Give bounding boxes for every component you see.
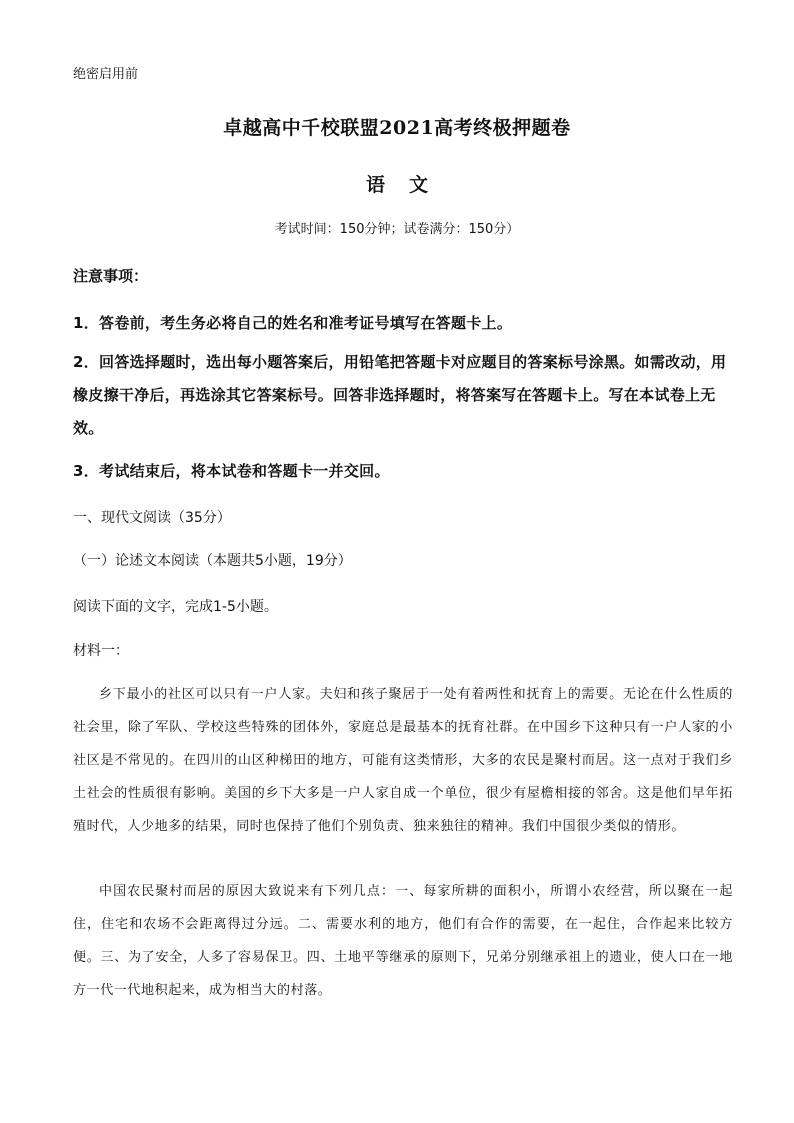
subject-title: 语文	[365, 174, 452, 196]
material-label: 材料一：	[73, 643, 129, 659]
notes-title: 注意事项：	[73, 267, 149, 285]
reading-instruction: 阅读下面的文字，完成1-5小题。	[73, 599, 278, 615]
note-item-3: 3．考试结束后，将本试卷和答题卡一并交回。	[73, 462, 390, 480]
note-item-1: 1．答卷前，考生务必将自己的姓名和准考证号填写在答题卡上。	[73, 314, 513, 332]
material-paragraph: 乡下最小的社区可以只有一户人家。夫妇和孩子聚居于一处有着两性和抚育上的需要。无论在什么性质的社会里，除了军队、学校这些特殊的团体外，家庭总是最基本的抚育社群。在中国乡下这种只有一户人家的小社区是不常见的。在四川的山区种梯田的地方，可能有这类情形，大多的农民是聚村而居。这一点对于我们乡土社会的性质很有影响。美国的乡下大多是一户人家自成一个单位，很少有屋檐相接的邻舍。这是他们早年拓殖时代，人少地多的结果，同时也保持了他们个别负责、独来独往的精神。我们中国很少类似的情形。	[73, 687, 733, 834]
material-paragraph: 中国农民聚村而居的原因大致说来有下列几点：一、每家所耕的面积小，所谓小农经营，所以聚在一起住，住宅和农场不会距离得过分远。二、需要水利的地方，他们有合作的需要，在一起住，合作起来比较方便。三、为了安全，人多了容易保卫。四、土地平等继承的原则下，兄弟分别继承祖上的遗业，使人口在一地方一代一代地积起来，成为相当大的村落。	[73, 884, 733, 998]
exam-time-info: 考试时间：150分钟；试卷满分：150分）	[274, 222, 520, 237]
section-heading: 一、现代文阅读（35分）	[73, 510, 231, 526]
confidential-label: 绝密启用前	[73, 67, 139, 82]
note-item-2: 2．回答选择题时，选出每小题答案后，用铅笔把答题卡对应题目的答案标号涂黑。如需改动，用橡皮擦干净后，再选涂其它答案标号。回答非选择题时，将答案写在答题卡上。写在本试卷上无效。	[73, 353, 727, 437]
section-subheading: （一）论述文本阅读（本题共5小题，19分）	[73, 553, 352, 569]
exam-title: 卓越高中千校联盟2021高考终极押题卷	[223, 117, 571, 139]
